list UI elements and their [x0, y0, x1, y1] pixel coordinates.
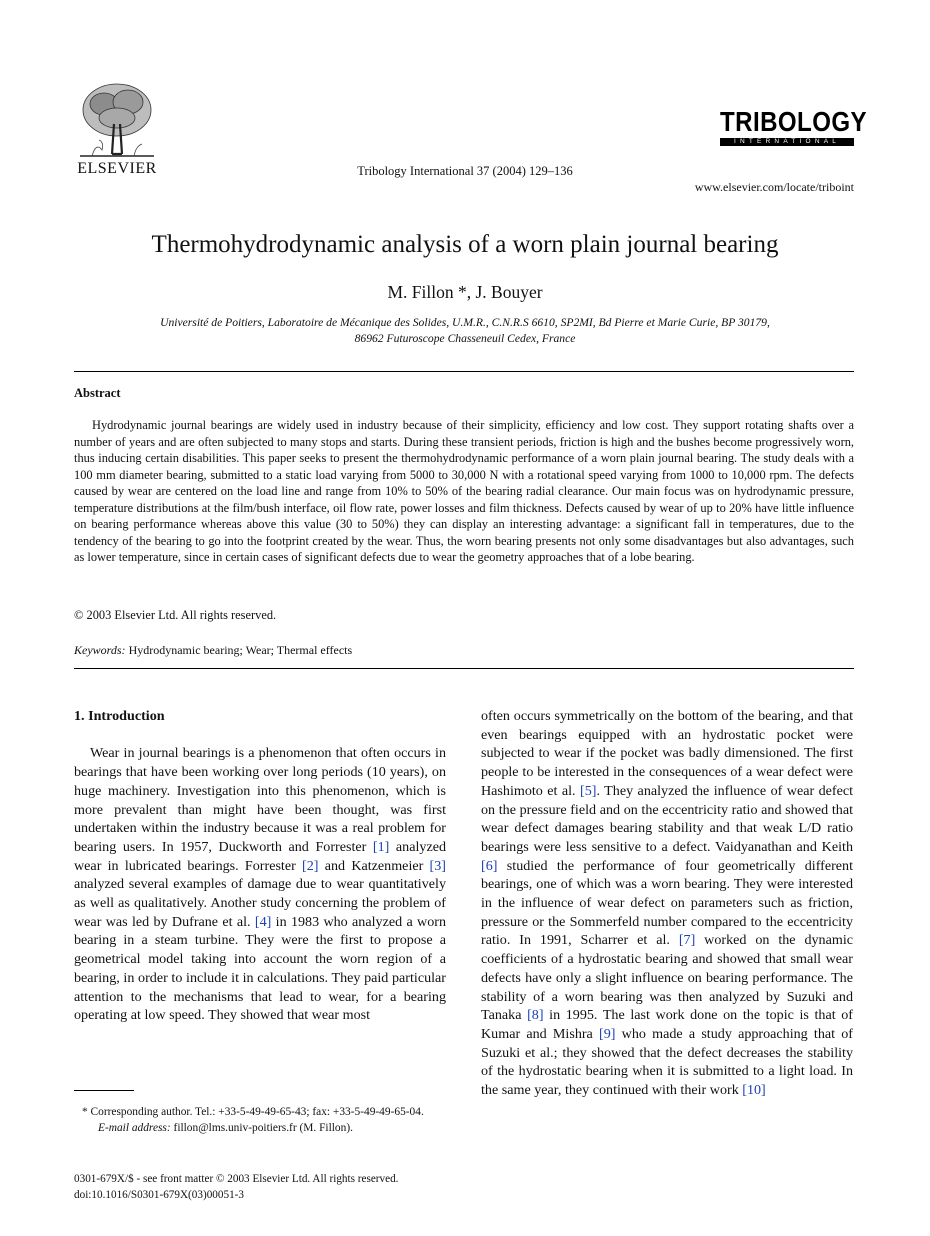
journal-url[interactable]: www.elsevier.com/locate/triboint: [694, 180, 854, 194]
text-run: and Katzenmeier: [318, 857, 430, 874]
keywords-list: Hydrodynamic bearing; Wear; Thermal effects: [128, 643, 353, 657]
ref-link-3[interactable]: [3]: [429, 857, 446, 874]
ref-link-2[interactable]: [2]: [302, 857, 319, 874]
keywords: [74, 643, 352, 658]
keywords-label: Keywords:: [74, 643, 126, 657]
article-title: Thermohydrodynamic analysis of a worn plain journal bearing: [151, 231, 779, 258]
issn-line: 0301-679X/$ - see front matter © 2003 Elsevier Ltd. All rights reserved.: [74, 1173, 399, 1185]
affiliation-line-2: 86962 Futuroscope Chasseneuil Cedex, France: [354, 332, 576, 345]
email-address[interactable]: fillon@lms.univ-poitiers.fr (M. Fillon).: [170, 1122, 353, 1134]
abstract-body: Hydrodynamic journal bearings are widely used in industry because of their simplicity, efficiency and low cost. They support rotating shafts over a number of years and are often subjected to many stops and starts. During these transient periods, friction is high and the bushes become progressively worn, thus inducing certain disabilities. This paper seeks to present the thermohydrodynamic performance of a worn plain journal bearing. The study deals with a 100 mm diameter bearing, submitted to a static load varying from 5000 to 30,000 N with a rotational speed varying from 1000 to 10,000 rpm. The defects caused by wear are centered on the load line and range from 10% to 50% of the bearing radial clearance. Our main focus was on hydrodynamic pressure, temperature distributions at the film/bush interface, oil flow rate, power losses and film thickness. Defects caused by wear of up to 20% have little influence on bearing performance whereas above this value (30 to 50%) they can display an interesting advantage: a significant fall in temperatures, due to the tendency of the bearing to go into the footprint created by the wear. Thus, the worn bearing presents not only some disadvantages but also advantages, such as lower temperature, since in certain cases of significant defects due to wear the geometry approaches that of a lobe bearing.: [74, 418, 854, 564]
text-run: analyzed wear in lubricated bearings. Forrester: [74, 838, 447, 874]
text-run: studied the performance of four geometrically different bearings, one of which was a worn bearing. They were interested in the influence of wear defect on parameters such as friction, pressure or the Sommerfeld number compared to the eccentricity ratio. In 1991, Scharrer et al.: [481, 857, 853, 949]
text-run: in 1995. The last work done on the topic is that of Kumar and Mishra: [481, 1007, 853, 1042]
ref-link-7[interactable]: [7]: [678, 932, 696, 949]
footnote-corresponding: * Corresponding author. Tel.: +33-5-49-49-65-43; fax: +33-5-49-49-65-04.: [82, 1106, 424, 1118]
front-matter: [74, 1171, 398, 1203]
article-authors: M. Fillon *, J. Bouyer: [387, 282, 543, 302]
email-label: E-mail address:: [98, 1122, 171, 1134]
ref-link-5[interactable]: [5]: [580, 782, 597, 799]
footnote-email: [74, 1120, 446, 1136]
intro-paragraph-1: [74, 744, 446, 1025]
text-run: often occurs symmetrically on the bottom of the bearing, and that even bearings equipped with an hydrostatic pocket were subjected to wear if the pocket was badly dimensioned. The first people to be interested in the consequences of a wear defect were Hashimoto et al.: [481, 708, 853, 799]
body-column-left: [74, 707, 446, 1025]
affiliation-line-1: Université de Poitiers, Laboratoire de Mécanique des Solides, U.M.R., C.N.R.S 6610, SP2MI, Bd Pierre et Marie Curie, BP 30179,: [160, 316, 770, 329]
footnote: [74, 1104, 446, 1136]
body-column-right: [481, 707, 853, 1100]
bottom-divider: [74, 668, 854, 669]
doi-line[interactable]: doi:10.1016/S0301-679X(03)00051-3: [74, 1189, 244, 1201]
abstract-heading: Abstract: [74, 386, 121, 400]
ref-link-1[interactable]: [1]: [372, 838, 390, 855]
text-run: who made a study approaching that of Suzuki et al.; they showed that the defect decreases the stability of the hydrostatic bearing when it is submitted to a light load. In the same year, they continued with their work: [481, 1025, 853, 1099]
top-divider: [74, 371, 854, 372]
ref-link-8[interactable]: [8]: [527, 1007, 544, 1024]
abstract-copyright: © 2003 Elsevier Ltd. All rights reserved.: [74, 608, 277, 622]
publisher-name: ELSEVIER: [77, 160, 157, 177]
text-run: Wear in journal bearings is a phenomenon that often occurs in bearings that have been working over long periods (10 years), on huge machinery. Investigation into this phenomenon, which is more prevalent than might have been thought, was first undertaken within the industry because it was a real problem for bearing users. In 1957, Duckworth and Forrester: [74, 745, 446, 855]
affiliation: [90, 315, 840, 347]
journal-logo-sub: INTERNATIONAL: [733, 138, 841, 145]
journal-citation: Tribology International 37 (2004) 129–136: [357, 164, 573, 178]
text-run: in 1983 who analyzed a worn bearing in a steam turbine. They were the first to propose a geometrical model taking into account the worn region of a bearing, in order to include it in calculations. They paid particular attention to the mechanisms that lead to wear, for a bearing operating at low speed. They showed that wear most: [74, 913, 446, 1024]
section-heading-introduction: 1. Introduction: [74, 708, 165, 724]
journal-logo-main: TRIBOLOGY: [720, 106, 868, 137]
ref-link-9[interactable]: [9]: [599, 1025, 616, 1042]
text-run: . They analyzed the influence of wear defect on the pressure field and on the eccentricity ratio and showed that wear defect damages bearing stability and that weak L/D ratio bearings were less sensitive to a defect. Vaidyanathan and Keith: [481, 782, 853, 855]
ref-link-6[interactable]: [6]: [481, 857, 498, 874]
journal-logo-band: [720, 138, 854, 146]
journal-logo: [720, 106, 868, 151]
ref-link-10[interactable]: [10]: [742, 1082, 766, 1099]
footnote-divider: [74, 1090, 134, 1091]
text-run: analyzed several examples of damage due to wear quantitatively as well as qualitatively. Another study concerning the problem of wear was led by Dufrane et al.: [74, 876, 446, 930]
intro-paragraph-1-continued: [481, 707, 853, 1100]
ref-link-4[interactable]: [4]: [254, 913, 272, 930]
text-run: worked on the dynamic coefficients of a hydrostatic bearing and showed that small wear defects have only a slight influence on bearing performance. The stability of a worn bearing was then analyzed by Suzuki and Tanaka: [481, 932, 853, 1024]
